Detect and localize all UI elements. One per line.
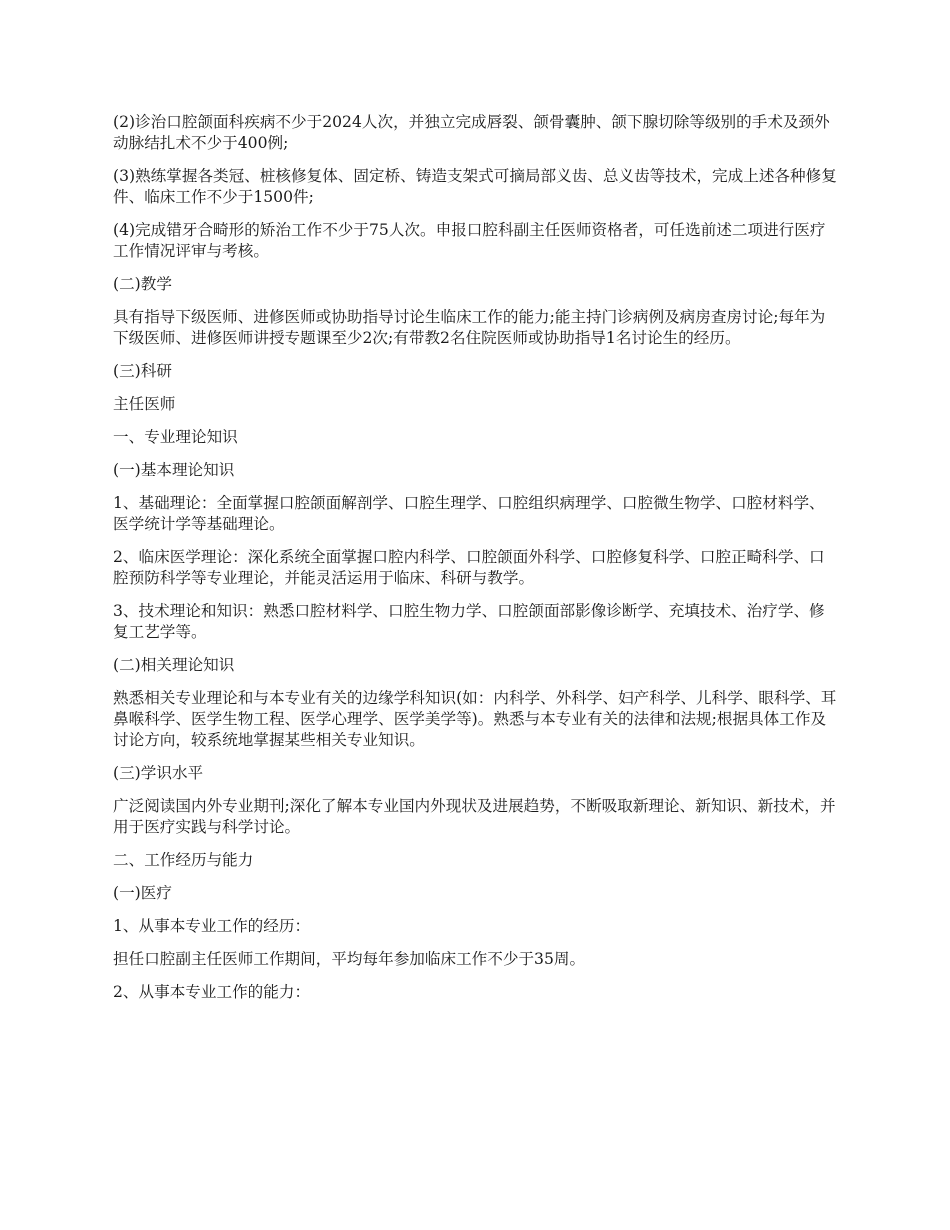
section-heading: 二、工作经历与能力 — [113, 851, 254, 869]
section-heading: (二)教学 — [113, 275, 172, 293]
section-heading: (三)学识水平 — [113, 764, 204, 782]
paragraph: 2、临床医学理论：深化系统全面掌握口腔内科学、口腔颌面外科学、口腔修复科学、口腔正畸科学、口腔预防科学等专业理论，并能灵活运用于临床、科研与教学。 — [113, 548, 825, 587]
section-heading: (二)相关理论知识 — [113, 656, 235, 674]
section-heading: 主任医师 — [113, 395, 176, 413]
paragraph: 熟悉相关专业理论和与本专业有关的边缘学科知识(如：内科学、外科学、妇产科学、儿科学、眼科学、耳鼻喉科学、医学生物工程、医学心理学、医学美学等)。熟悉与本专业有关的法律和法规;根据具体工作及讨论方向，较系统地掌握某些相关专业知识。 — [113, 689, 837, 749]
paragraph: 担任口腔副主任医师工作期间，平均每年参加临床工作不少于35周。 — [113, 950, 586, 968]
paragraph: 广泛阅读国内外专业期刊;深化了解本专业国内外现状及进展趋势，不断吸取新理论、新知识、新技术，并用于医疗实践与科学讨论。 — [113, 797, 836, 836]
paragraph: (3)熟练掌握各类冠、桩核修复体、固定桥、铸造支架式可摘局部义齿、总义齿等技术，完成上述各种修复件、临床工作不少于1500件; — [113, 167, 837, 206]
section-heading: (三)科研 — [113, 362, 172, 380]
paragraph: 2、从事本专业工作的能力： — [113, 983, 311, 1001]
paragraph: 1、基础理论：全面掌握口腔颌面解剖学、口腔生理学、口腔组织病理学、口腔微生物学、口腔材料学、医学统计学等基础理论。 — [113, 494, 825, 533]
paragraph: (2)诊治口腔颌面科疾病不少于2024人次，并独立完成唇裂、颌骨囊肿、颌下腺切除等级别的手术及颈外动脉结扎术不少于400例; — [113, 113, 830, 152]
paragraph: (4)完成错牙合畸形的矫治工作不少于75人次。申报口腔科副主任医师资格者，可任选前述二项进行医疗工作情况评审与考核。 — [113, 221, 826, 260]
section-heading: (一)医疗 — [113, 884, 172, 902]
paragraph: 1、从事本专业工作的经历： — [113, 917, 311, 935]
section-heading: 一、专业理论知识 — [113, 428, 238, 446]
section-heading: (一)基本理论知识 — [113, 461, 235, 479]
paragraph: 具有指导下级医师、进修医师或协助指导讨论生临床工作的能力;能主持门诊病例及病房查房讨论;每年为下级医师、进修医师讲授专题课至少2次;有带教2名住院医师或协助指导1名讨论生的经历。 — [113, 308, 826, 347]
document-body — [113, 112, 838, 1015]
paragraph: 3、技术理论和知识：熟悉口腔材料学、口腔生物力学、口腔颌面部影像诊断学、充填技术、治疗学、修复工艺学等。 — [113, 602, 825, 641]
